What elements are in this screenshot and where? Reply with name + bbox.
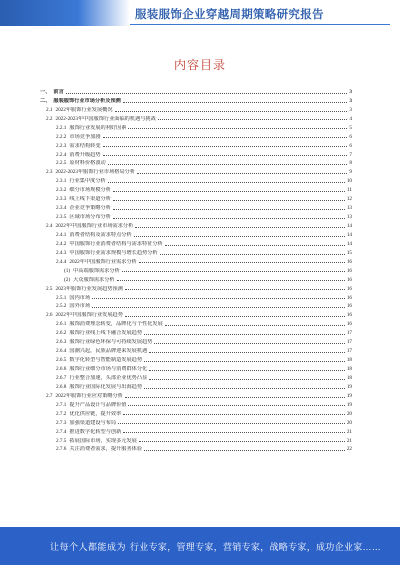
toc-entry-page: 16 bbox=[346, 294, 352, 301]
toc-leader-dots bbox=[115, 111, 348, 112]
toc-entry[interactable] bbox=[40, 104, 352, 113]
toc-entry[interactable] bbox=[40, 238, 352, 247]
toc-entry-label: 区域市场分布分析 bbox=[69, 214, 111, 221]
toc-entry-page: 19 bbox=[346, 383, 352, 390]
toc-leader-dots bbox=[103, 146, 348, 147]
toc-entry-page: 13 bbox=[346, 214, 352, 221]
toc-entry[interactable] bbox=[40, 202, 352, 211]
toc-leader-dots bbox=[154, 343, 344, 344]
toc-entry-label: 需求结构转变 bbox=[69, 142, 101, 149]
toc-leader-dots bbox=[103, 155, 348, 156]
toc-entry-number: 2.7.6 bbox=[56, 446, 67, 453]
toc-entry[interactable] bbox=[40, 113, 352, 122]
toc-entry-number: 2.4 bbox=[46, 223, 53, 229]
toc-entry[interactable] bbox=[40, 372, 352, 381]
toc-leader-dots bbox=[113, 209, 345, 210]
toc-entry-label: 消费者结构及需求特点分析 bbox=[69, 231, 132, 238]
toc-leader-dots bbox=[149, 370, 345, 371]
toc-entry-label: 服饰消费理念转变，品牌化与个性化发展 bbox=[69, 321, 163, 328]
toc-entry-number: 2.6.1 bbox=[56, 321, 67, 328]
toc-leader-dots bbox=[144, 388, 345, 389]
toc-entry-label: 2022-2023年中国服饰行业面临的机遇与挑战 bbox=[55, 115, 156, 122]
toc-leader-dots bbox=[123, 414, 345, 415]
toc-entry[interactable] bbox=[40, 318, 352, 327]
toc-entry-number: 2.2.2 bbox=[56, 133, 67, 140]
toc-entry-number: 2.3 bbox=[46, 169, 53, 176]
toc-entry-page: 19 bbox=[346, 401, 352, 408]
toc-entry[interactable] bbox=[40, 283, 352, 292]
toc-entry-number: 2.4.4 bbox=[56, 258, 67, 265]
toc-entry-label: 服饰行业线上线下融合发展趋势 bbox=[69, 330, 143, 337]
toc-entry-page: 16 bbox=[346, 276, 352, 283]
toc-entry-number: 2.6.4 bbox=[56, 348, 67, 355]
toc-entry-number: 2.4.2 bbox=[56, 240, 67, 247]
toc-heading: 内容目录 bbox=[173, 58, 226, 72]
toc-entry[interactable] bbox=[40, 95, 352, 104]
toc-leader-dots bbox=[122, 271, 345, 272]
toc-entry-number: 2.2.1 bbox=[56, 124, 67, 131]
toc-entry-label: 国外市场 bbox=[69, 303, 91, 310]
toc-entry-label: 2022年中国服饰行业发展趋势 bbox=[55, 312, 123, 319]
toc-entry-number: 2.5.1 bbox=[56, 294, 67, 301]
toc-entry-number: 2.3.3 bbox=[56, 196, 67, 203]
toc-entry-label: 2022-2023年服饰行业市场格局分析 bbox=[55, 169, 136, 176]
toc-entry-number: 2.7.2 bbox=[56, 410, 67, 417]
toc-entry-page: 14 bbox=[346, 240, 352, 247]
toc-entry[interactable] bbox=[40, 247, 352, 256]
toc-entry-page: 3 bbox=[349, 97, 352, 104]
toc-leader-dots bbox=[118, 423, 345, 424]
toc-entry-label: 服饰行业细分市场与消费群体分化 bbox=[69, 366, 148, 372]
toc-entry-number: 2.6 bbox=[46, 312, 53, 319]
toc-entry-number: 2.2.3 bbox=[56, 142, 67, 149]
toc-entry-page: 17 bbox=[346, 330, 352, 337]
toc-entry[interactable] bbox=[40, 193, 352, 202]
toc-entry-page: 18 bbox=[346, 366, 352, 372]
toc-entry[interactable] bbox=[40, 140, 352, 149]
toc-leader-dots bbox=[113, 218, 345, 219]
toc-entry-label: 服饰行业国际化发展与出海趋势 bbox=[69, 383, 143, 390]
toc-entry-number: 2.3.1 bbox=[56, 178, 67, 185]
toc-entry-page: 6 bbox=[349, 142, 352, 149]
toc-entry-page: 8 bbox=[349, 160, 352, 167]
toc-entry-page: 22 bbox=[346, 446, 352, 453]
toc-entry[interactable] bbox=[40, 327, 352, 336]
toc-entry[interactable] bbox=[40, 149, 352, 158]
toc-entry[interactable] bbox=[40, 184, 352, 193]
toc-entry[interactable] bbox=[40, 336, 352, 345]
toc-entry-number: 2.6.3 bbox=[56, 339, 67, 346]
toc-leader-dots bbox=[66, 93, 348, 94]
toc-entry-page: 20 bbox=[346, 419, 352, 426]
toc-leader-dots bbox=[125, 316, 345, 317]
toc-entry-number: 2.5.2 bbox=[56, 303, 67, 310]
toc-entry-page: 7 bbox=[349, 151, 352, 158]
toc-leader-dots bbox=[128, 405, 344, 406]
toc-entry-page: 18 bbox=[346, 357, 352, 364]
toc-entry-label: 行业整合加速，头部企业优势凸显 bbox=[69, 374, 148, 381]
toc-entry-label: 原材料价格波动 bbox=[69, 160, 106, 167]
toc-leader-dots bbox=[144, 334, 345, 335]
toc-entry[interactable] bbox=[40, 363, 352, 372]
toc-entry[interactable] bbox=[40, 354, 352, 363]
toc-leader-dots bbox=[108, 164, 348, 165]
toc-entry-number: 2.5 bbox=[46, 285, 53, 292]
toc-entry-page: 16 bbox=[346, 321, 352, 328]
toc-entry-number: 2.3.5 bbox=[56, 214, 67, 221]
toc-entry-label: 推进数字化转型与创新 bbox=[69, 428, 122, 435]
toc-leader-dots bbox=[135, 227, 345, 228]
toc-entry-number: 2.7 bbox=[46, 392, 53, 399]
toc-entry-label: 市场竞争加剧 bbox=[69, 133, 101, 140]
toc-leader-dots bbox=[103, 137, 348, 138]
toc-entry-label: 加强渠道建设与布局 bbox=[69, 419, 117, 426]
toc-entry-label: 中国服饰行业消费者结构与需求特征分析 bbox=[69, 240, 163, 247]
toc-entry-page: 3 bbox=[349, 106, 352, 113]
toc-leader-dots bbox=[134, 236, 345, 237]
toc-entry-page: 13 bbox=[346, 205, 352, 212]
toc-entry-label: 国内市场 bbox=[69, 294, 91, 301]
toc-entry[interactable] bbox=[40, 309, 352, 318]
header-rule bbox=[130, 24, 390, 25]
toc-entry-label: 服装服饰行业市场分析及预测 bbox=[53, 97, 121, 104]
toc-entry[interactable] bbox=[40, 175, 352, 184]
toc-entry[interactable] bbox=[40, 220, 352, 229]
toc-leader-dots bbox=[113, 191, 345, 192]
toc-entry[interactable] bbox=[40, 390, 352, 399]
toc-entry[interactable] bbox=[40, 435, 352, 444]
toc-entry-label: 拓展国际市场，实现多元发展 bbox=[69, 437, 137, 444]
report-title: 服装服饰企业穿越周期策略研究报告 bbox=[135, 9, 324, 21]
toc-entry[interactable] bbox=[40, 256, 352, 265]
toc-entry-page: 21 bbox=[346, 437, 352, 444]
toc-leader-dots bbox=[160, 254, 345, 255]
footer-slogan: 让每个人都能成为 bbox=[50, 542, 127, 552]
toc-entry-number: 2.7.4 bbox=[56, 428, 67, 435]
toc-entry-label: 2022年中国服饰行业需求分析 bbox=[69, 258, 137, 265]
toc-entry-page: 14 bbox=[346, 223, 352, 229]
toc-entry-label: 服饰行业发展的利好因素 bbox=[69, 124, 127, 131]
toc-leader-dots bbox=[117, 280, 345, 281]
toc-entry-page: 9 bbox=[349, 169, 352, 176]
toc-leader-dots bbox=[113, 200, 345, 201]
toc-entry[interactable] bbox=[40, 444, 352, 453]
toc-leader-dots bbox=[128, 128, 347, 129]
toc-entry-label: 企业竞争策略分析 bbox=[69, 205, 111, 212]
toc-leader-dots bbox=[92, 307, 345, 308]
toc-entry-number: 2.4.1 bbox=[56, 231, 67, 238]
toc-entry-page: 6 bbox=[349, 133, 352, 140]
toc-entry[interactable] bbox=[40, 274, 352, 283]
toc-entry-label: 2022年中国服饰行业市场需求分析 bbox=[55, 223, 134, 229]
toc-entry-page: 15 bbox=[346, 249, 352, 256]
toc-entry-page: 10 bbox=[346, 178, 352, 185]
toc-entry-number: 2.6.5 bbox=[56, 357, 67, 364]
toc-leader-dots bbox=[149, 352, 345, 353]
toc-entry-page: 16 bbox=[346, 303, 352, 310]
toc-entry-number: (1) bbox=[64, 267, 71, 274]
toc-entry-number: 2.7.3 bbox=[56, 419, 67, 426]
header-stripe bbox=[0, 0, 130, 26]
toc-entry[interactable] bbox=[40, 399, 352, 408]
toc-entry-label: 中国服饰行业需求规模与增长趋势分析 bbox=[69, 249, 158, 256]
toc-entry-page: 17 bbox=[346, 339, 352, 346]
toc-leader-dots bbox=[149, 379, 345, 380]
toc-leader-dots bbox=[158, 119, 348, 120]
toc-entry-label: 服饰行业绿色环保与可持续发展趋势 bbox=[69, 339, 153, 346]
toc-entry[interactable] bbox=[40, 381, 352, 390]
toc-leader-dots bbox=[165, 245, 345, 246]
toc-entry-page: 16 bbox=[346, 267, 352, 274]
toc-entry[interactable] bbox=[40, 158, 352, 167]
toc-entry[interactable] bbox=[40, 292, 352, 301]
toc-entry-number: 二、 bbox=[40, 97, 51, 104]
toc-entry-number: 2.6.6 bbox=[56, 366, 67, 372]
footer-roles: 行业专家，管理专家，营销专家，战略专家，成功企业家…… bbox=[130, 542, 382, 552]
toc-leader-dots bbox=[139, 262, 345, 263]
toc-entry-number: 2.2 bbox=[46, 115, 53, 122]
toc-entry-page: 14 bbox=[346, 231, 352, 238]
toc-entry-page: 18 bbox=[346, 374, 352, 381]
toc-entry[interactable] bbox=[40, 131, 352, 140]
toc-entry-page: 21 bbox=[346, 428, 352, 435]
toc-leader-dots bbox=[123, 432, 345, 433]
toc-entry-number: 2.6.8 bbox=[56, 383, 67, 390]
toc-entry-number: 2.6.7 bbox=[56, 374, 67, 381]
toc-entry-number: 2.3.2 bbox=[56, 187, 67, 194]
toc-entry-number: 2.2.4 bbox=[56, 151, 67, 158]
toc-entry-page: 3 bbox=[349, 88, 352, 95]
toc-entry-page: 20 bbox=[346, 410, 352, 417]
toc-entry-number: (2) bbox=[64, 276, 71, 283]
toc-leader-dots bbox=[137, 173, 347, 174]
toc-entry-label: 细分市场规模分析 bbox=[69, 187, 111, 194]
toc-entry[interactable] bbox=[40, 265, 352, 274]
toc-entry-page: 19 bbox=[346, 392, 352, 399]
toc-entry-label: 国潮兴起，民族品牌迎来发展机遇 bbox=[69, 348, 148, 355]
toc-entry[interactable] bbox=[40, 345, 352, 354]
toc-leader-dots bbox=[92, 298, 345, 299]
toc-entry-label: 前言 bbox=[53, 88, 64, 95]
toc-entry-number: 2.7.5 bbox=[56, 437, 67, 444]
toc-entry-number: 2.1 bbox=[46, 106, 53, 113]
toc-entry-number: 2.6.2 bbox=[56, 330, 67, 337]
toc-leader-dots bbox=[165, 325, 345, 326]
toc-entry-number: 2.7.1 bbox=[56, 401, 67, 408]
toc-entry[interactable] bbox=[40, 426, 352, 435]
toc-entry[interactable] bbox=[40, 211, 352, 220]
toc-entry-label: 中高端服饰需求分析 bbox=[73, 267, 120, 274]
toc-entry[interactable] bbox=[40, 86, 352, 95]
toc-entry-number: 2.4.3 bbox=[56, 249, 67, 256]
toc-entry-page: 16 bbox=[346, 312, 352, 319]
toc-entry-number: 一、 bbox=[40, 88, 51, 95]
toc-entry-page: 4 bbox=[349, 115, 352, 122]
toc-entry-label: 提升产品设计与品牌价值 bbox=[69, 401, 127, 408]
toc-leader-dots bbox=[125, 397, 345, 398]
toc-entry[interactable] bbox=[40, 417, 352, 426]
toc-entry-label: 消费升级趋势 bbox=[69, 151, 101, 158]
toc-entry-label: 大众服饰需求分析 bbox=[73, 276, 115, 283]
toc-entry-label: 2022年服饰行业应对策略分析 bbox=[55, 392, 123, 399]
toc-leader-dots bbox=[108, 182, 345, 183]
page-header bbox=[0, 0, 400, 26]
toc-entry-number: 2.2.5 bbox=[56, 160, 67, 167]
toc-entry-page: 17 bbox=[346, 348, 352, 355]
toc-entry[interactable] bbox=[40, 166, 352, 175]
toc-entry-page: 5 bbox=[349, 124, 352, 131]
toc-entry-page: 11 bbox=[347, 187, 352, 194]
toc-entry[interactable] bbox=[40, 301, 352, 310]
toc-leader-dots bbox=[144, 450, 345, 451]
toc-entry-label: 关注消费者需求，提升服务体验 bbox=[69, 446, 143, 453]
toc-leader-dots bbox=[123, 102, 348, 103]
toc-entry-label: 优化供应链，提升效率 bbox=[69, 410, 122, 417]
toc-entry-label: 2023年服饰行业发展趋势预测 bbox=[55, 285, 123, 292]
toc-entry-number: 2.3.4 bbox=[56, 205, 67, 212]
toc-leader-dots bbox=[144, 361, 345, 362]
toc-entry-label: 行业集中度分析 bbox=[69, 178, 106, 185]
toc-entry[interactable] bbox=[40, 122, 352, 131]
toc-leader-dots bbox=[139, 441, 345, 442]
toc-leader-dots bbox=[125, 289, 345, 290]
page-footer bbox=[0, 527, 400, 565]
toc-entry[interactable] bbox=[40, 229, 352, 238]
toc-entry-page: 16 bbox=[346, 258, 352, 265]
toc-entry-label: 线上线下渠道分析 bbox=[69, 196, 111, 203]
toc-entry-label: 2022年服饰行业发展概况 bbox=[55, 106, 113, 113]
toc-entry-label: 数字化转型与智能制造发展趋势 bbox=[69, 357, 143, 364]
toc-entry[interactable] bbox=[40, 408, 352, 417]
toc-entry-page: 16 bbox=[346, 285, 352, 292]
toc-entry-page: 12 bbox=[346, 196, 352, 203]
table-of-contents bbox=[40, 86, 352, 452]
